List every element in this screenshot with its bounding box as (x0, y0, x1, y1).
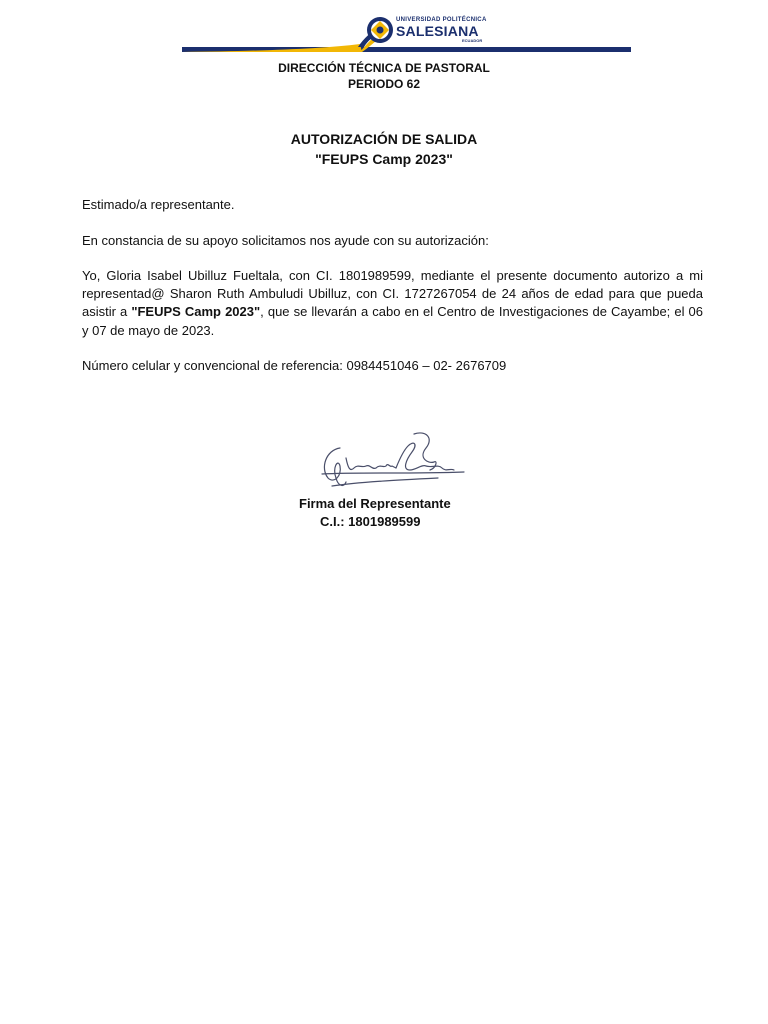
reference-phones: Número celular y convencional de referencia: 0984451046 – 02- 2676709 (82, 358, 507, 373)
authorization-paragraph (82, 267, 703, 340)
intro-text: En constancia de su apoyo solicitamos nos ayude con su autorización: (82, 233, 489, 248)
authorization-text-end: , que se llevarán a cabo en el Centro de Investigaciones de Cayambe; el 06 y 07 de mayo de 2023. (82, 304, 703, 338)
greeting-text: Estimado/a representante. (82, 197, 235, 212)
signature-id: C.I.: 1801989599 (320, 514, 421, 529)
logo-text-salesiana: SALESIANA (396, 23, 479, 39)
signature-label: Firma del Representante (299, 496, 451, 511)
document-title: AUTORIZACIÓN DE SALIDA (290, 131, 478, 147)
period-heading: PERIODO 62 (347, 77, 421, 91)
authorization-text-start: Yo, Gloria Isabel Ubilluz Fueltala, con CI. 1801989599, mediante el presente documento autorizo a mi representad@ Sharon Ruth Ambuludi Ubilluz, con CI. 1727267054 de 24 años de edad para que pueda asistir a (82, 268, 703, 320)
handwritten-signature (318, 428, 468, 490)
document-subtitle: "FEUPS Camp 2023" (315, 151, 453, 167)
event-name: "FEUPS Camp 2023" (131, 304, 261, 320)
department-heading: DIRECCIÓN TÉCNICA DE PASTORAL (278, 61, 490, 75)
logo-text-university: UNIVERSIDAD POLITÉCNICA (396, 17, 487, 23)
logo-text-ecuador: ECUADOR (462, 38, 483, 43)
